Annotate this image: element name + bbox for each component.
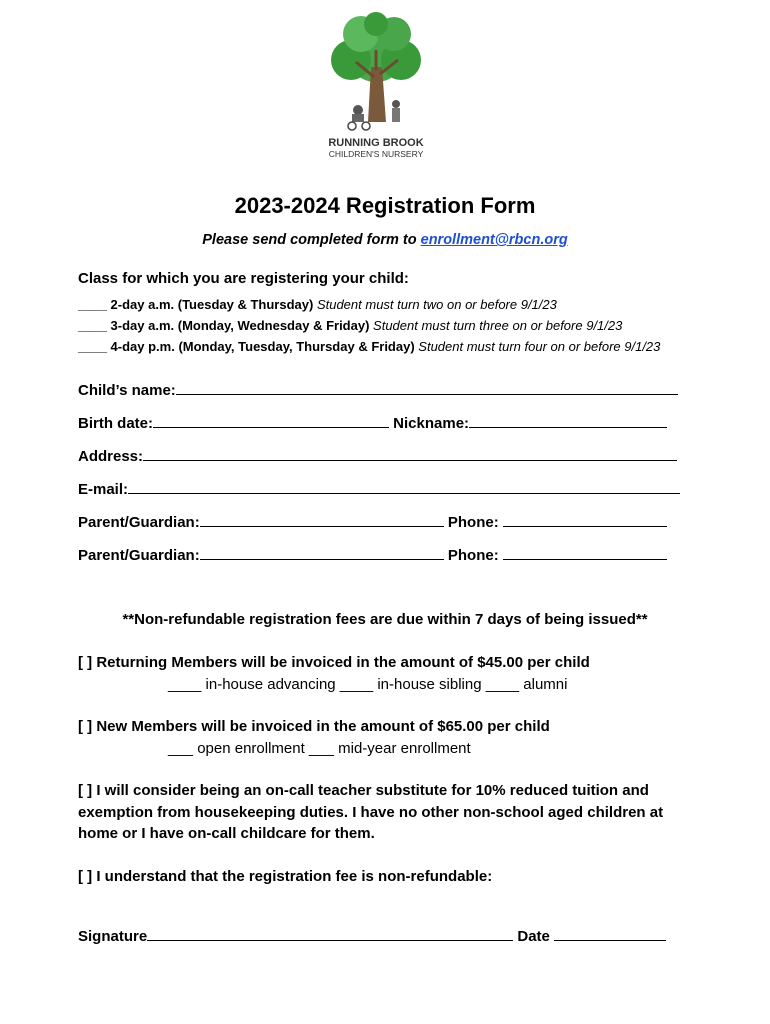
- instruction: [0, 232, 770, 248]
- phone2-label: Phone:: [447, 547, 499, 564]
- returning-members-option[interactable]: [78, 654, 590, 671]
- phone1-field[interactable]: [503, 512, 667, 527]
- substitute-text-line1: I will consider being an on-call teacher substitute for 10% reduced tuition and: [96, 782, 649, 799]
- address-row: [78, 446, 677, 465]
- understand-text: I understand that the registration fee is non-refundable:: [96, 868, 493, 885]
- logo-name-line1: RUNNING BROOK: [328, 137, 424, 149]
- new-members-option[interactable]: [78, 718, 550, 735]
- understand-option[interactable]: [78, 868, 492, 885]
- class-heading: Class for which you are registering your child:: [78, 270, 409, 287]
- form-title: 2023-2024 Registration Form: [234, 193, 536, 218]
- address-label: Address:: [78, 448, 144, 465]
- phone2-field[interactable]: [503, 545, 667, 560]
- class-option-blank: ____: [78, 297, 107, 312]
- birth-date-label: Birth date:: [78, 415, 153, 432]
- email-row: [78, 479, 680, 498]
- parent2-label: Parent/Guardian:: [78, 547, 200, 564]
- birth-date-field[interactable]: [153, 413, 389, 428]
- date-field[interactable]: [554, 926, 666, 941]
- checkbox[interactable]: [ ]: [78, 718, 93, 735]
- new-members-sub[interactable]: ___ open enrollment ___ mid-year enrollment: [168, 740, 471, 757]
- returning-members-sub[interactable]: ____ in-house advancing ____ in-house sibling ____ alumni: [168, 676, 568, 693]
- class-option-3day[interactable]: [78, 318, 622, 333]
- enrollment-email-link[interactable]: enrollment@rbcn.org: [420, 232, 568, 248]
- birth-date-row: [78, 413, 667, 432]
- checkbox[interactable]: [ ]: [78, 654, 93, 671]
- instruction-text: Please send completed form to: [202, 232, 421, 248]
- parent2-field[interactable]: [200, 545, 444, 560]
- class-option-4day[interactable]: [78, 339, 660, 354]
- running-brook-logo: [316, 12, 436, 162]
- email-label: E-mail:: [78, 481, 129, 498]
- class-option-note: Student must turn two on or before 9/1/23: [316, 297, 557, 312]
- address-field[interactable]: [143, 446, 677, 461]
- parent1-row: [78, 512, 667, 531]
- class-option-blank: ____: [78, 339, 107, 354]
- class-option-label: 3-day a.m. (Monday, Wednesday & Friday): [110, 318, 370, 333]
- class-option-blank: ____: [78, 318, 107, 333]
- parent2-row: [78, 545, 667, 564]
- checkbox[interactable]: [ ]: [78, 782, 93, 799]
- substitute-option[interactable]: [78, 782, 649, 799]
- fee-notice: **Non-refundable registration fees are due within 7 days of being issued**: [122, 611, 648, 628]
- tree-icon: [331, 12, 421, 130]
- class-option-note: Student must turn three on or before 9/1/23: [373, 318, 623, 333]
- email-field[interactable]: [128, 479, 680, 494]
- signature-label: Signature: [78, 928, 148, 945]
- class-option-label: 4-day p.m. (Monday, Tuesday, Thursday & Friday): [110, 339, 415, 354]
- phone1-label: Phone:: [447, 514, 499, 531]
- nickname-field[interactable]: [469, 413, 667, 428]
- class-option-note: Student must turn four on or before 9/1/23: [418, 339, 661, 354]
- child-name-label: Child’s name:: [78, 382, 176, 399]
- class-option-2day[interactable]: [78, 297, 557, 312]
- returning-members-text: Returning Members will be invoiced in the amount of $45.00 per child: [96, 654, 590, 671]
- signature-field[interactable]: [147, 926, 513, 941]
- parent1-field[interactable]: [200, 512, 444, 527]
- child-name-row: [78, 380, 678, 399]
- signature-row: [78, 926, 666, 945]
- parent1-label: Parent/Guardian:: [78, 514, 200, 531]
- logo-name-line2: CHILDREN'S NURSERY: [328, 149, 424, 159]
- substitute-text-line2: exemption from housekeeping duties. I have no other non-school aged children at: [78, 804, 664, 821]
- child-name-field[interactable]: [176, 380, 678, 395]
- class-option-label: 2-day a.m. (Tuesday & Thursday): [110, 297, 314, 312]
- checkbox[interactable]: [ ]: [78, 868, 93, 885]
- date-label: Date: [517, 928, 550, 945]
- substitute-text-line3: home or I have on-call childcare for them.: [78, 825, 375, 842]
- nickname-label: Nickname:: [393, 415, 470, 432]
- new-members-text: New Members will be invoiced in the amount of $65.00 per child: [96, 718, 550, 735]
